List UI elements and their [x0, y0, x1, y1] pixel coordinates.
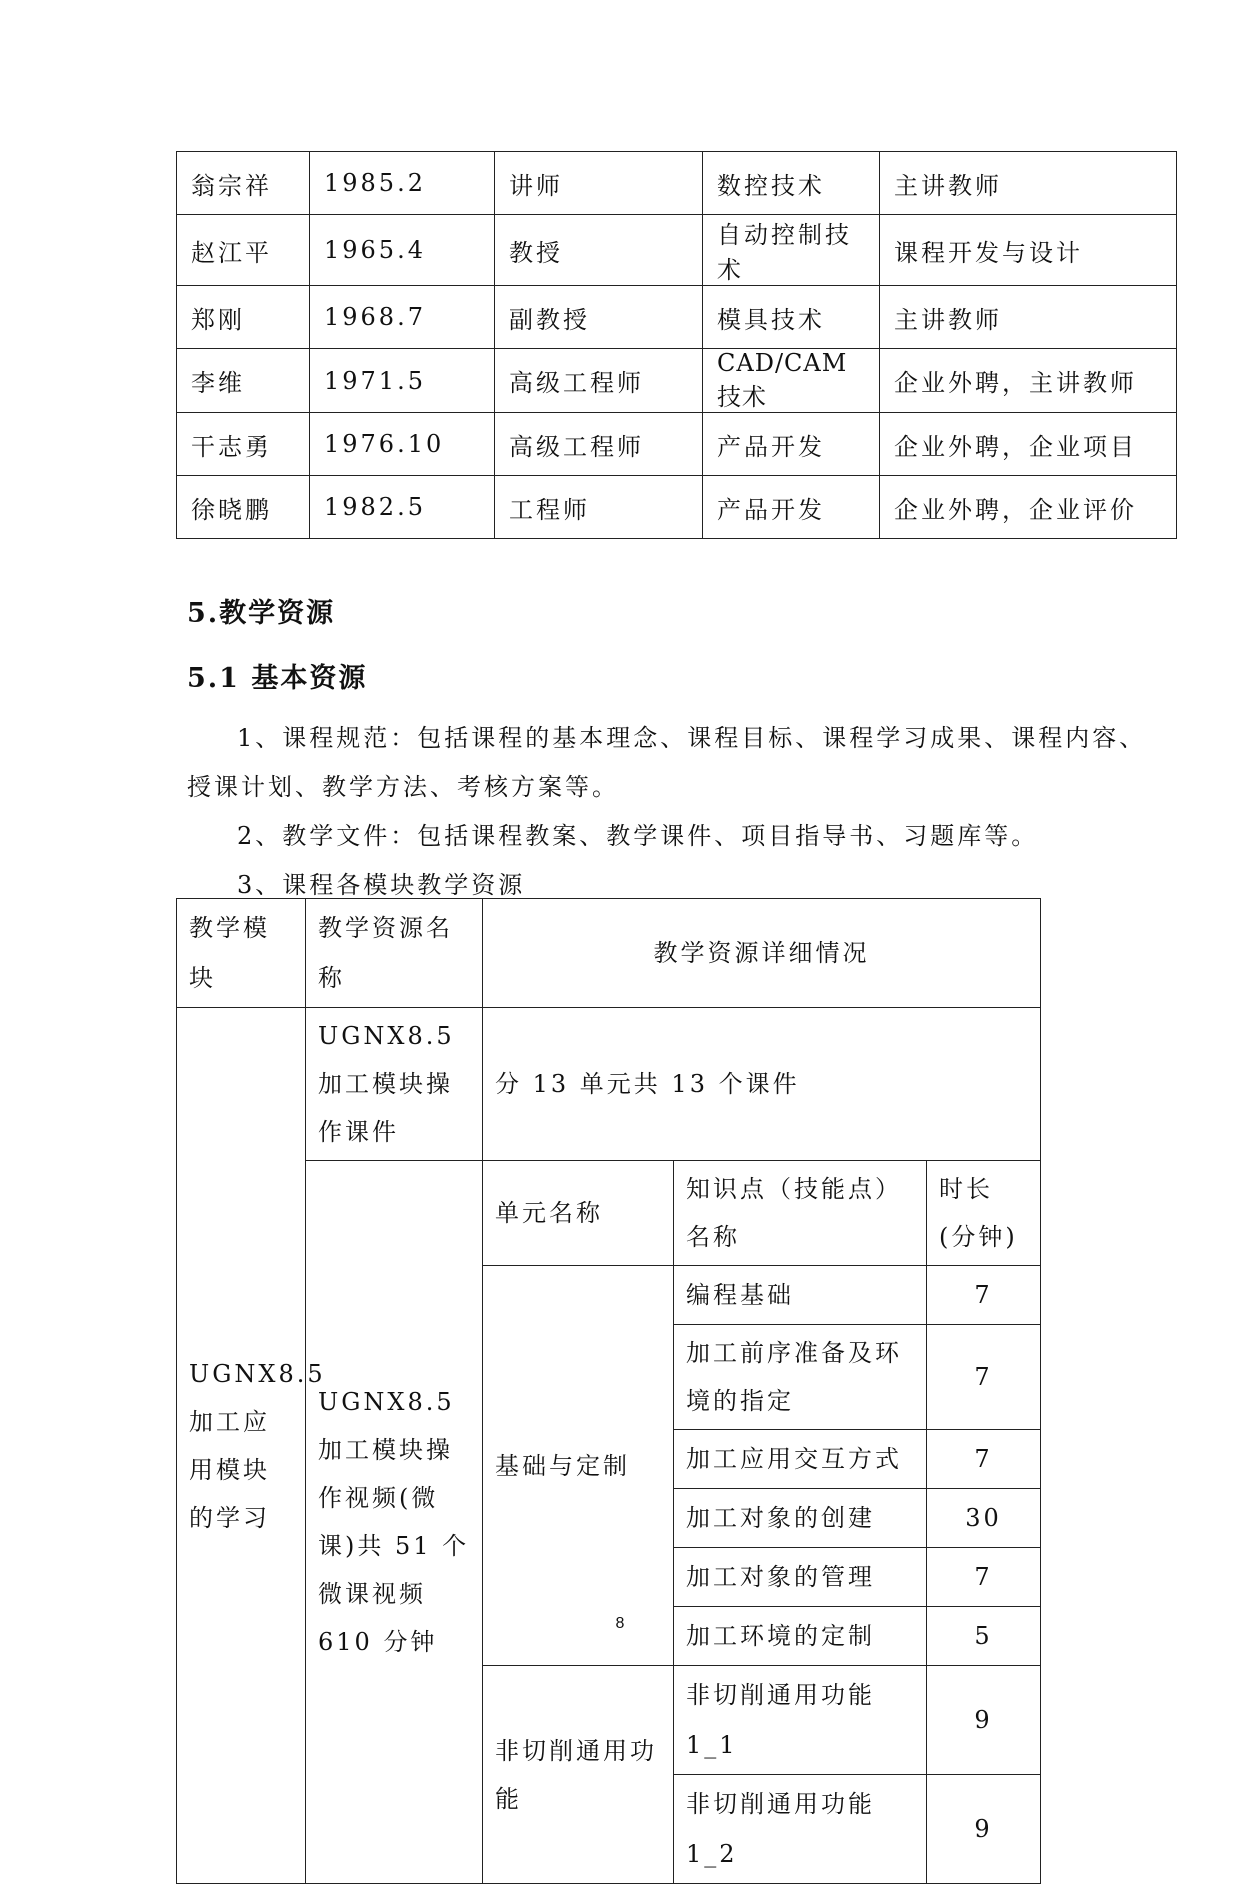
staff-title: 工程师: [495, 476, 703, 539]
header-module: 教学模块: [177, 899, 306, 1008]
knowledge-point: 加工对象的创建: [674, 1489, 927, 1548]
subsection-title: 5.1 基本资源: [187, 663, 368, 694]
table-row: [177, 349, 1177, 413]
staff-specialty: 产品开发: [703, 413, 880, 476]
paragraph-course-spec-cont: 授课计划、教学方法、考核方案等。: [187, 773, 619, 801]
knowledge-point: 加工前序准备及环境的指定: [674, 1325, 927, 1430]
col-duration: 时长(分钟): [927, 1161, 1041, 1266]
module-name: UGNX8.5 加工应用模块的学习: [177, 1008, 306, 1884]
knowledge-point: 加工环境的定制: [674, 1607, 927, 1666]
duration-minutes: 9: [927, 1666, 1041, 1775]
unit-name: 基础与定制: [483, 1266, 674, 1666]
staff-specialty: CAD/CAM 技术: [703, 349, 880, 413]
staff-birth: 1976.10: [310, 413, 495, 476]
duration-minutes: 5: [927, 1607, 1041, 1666]
header-resource-name: 教学资源名称: [306, 899, 483, 1008]
staff-specialty: 数控技术: [703, 152, 880, 215]
staff-table: [176, 151, 1177, 539]
staff-specialty: 自动控制技术: [703, 215, 880, 286]
col-unit-name: 单元名称: [483, 1161, 674, 1266]
header-resource-detail: 教学资源详细情况: [483, 899, 1041, 1008]
courseware-detail: 分 13 单元共 13 个课件: [483, 1008, 1041, 1161]
duration-minutes: 9: [927, 1775, 1041, 1884]
staff-role: 课程开发与设计: [880, 215, 1177, 286]
table-row: [177, 476, 1177, 539]
staff-title: 教授: [495, 215, 703, 286]
section-title: 5.教学资源: [187, 598, 336, 629]
staff-name: 李维: [177, 349, 310, 413]
courseware-name: UGNX8.5 加工模块操作课件: [306, 1008, 483, 1161]
staff-title: 讲师: [495, 152, 703, 215]
staff-role: 企业外聘，主讲教师: [880, 349, 1177, 413]
table-row: [177, 1161, 1041, 1266]
paragraph-module-resources: 3、课程各模块教学资源: [237, 871, 526, 899]
staff-title: 高级工程师: [495, 413, 703, 476]
staff-name: 翁宗祥: [177, 152, 310, 215]
duration-minutes: 7: [927, 1266, 1041, 1325]
resource-table: [176, 898, 1041, 1884]
paragraph-course-spec: 1、课程规范：包括课程的基本理念、课程目标、课程学习成果、课程内容、: [237, 724, 1147, 752]
duration-minutes: 7: [927, 1430, 1041, 1489]
table-row: [177, 286, 1177, 349]
video-resource-name: UGNX8.5 加工模块操作视频(微课)共 51 个微课视频 610 分钟: [306, 1161, 483, 1884]
unit-name: 非切削通用功能: [483, 1666, 674, 1884]
table-row: [177, 152, 1177, 215]
staff-name: 徐晓鹏: [177, 476, 310, 539]
page-number: 8: [615, 1615, 625, 1632]
duration-minutes: 7: [927, 1548, 1041, 1607]
staff-title: 高级工程师: [495, 349, 703, 413]
staff-name: 郑刚: [177, 286, 310, 349]
staff-role: 企业外聘，企业评价: [880, 476, 1177, 539]
staff-specialty: 产品开发: [703, 476, 880, 539]
table-row: [177, 413, 1177, 476]
knowledge-point: 加工应用交互方式: [674, 1430, 927, 1489]
staff-title: 副教授: [495, 286, 703, 349]
knowledge-point: 非切削通用功能 1_1: [674, 1666, 927, 1775]
staff-role: 企业外聘，企业项目: [880, 413, 1177, 476]
staff-role: 主讲教师: [880, 286, 1177, 349]
table-row: [177, 215, 1177, 286]
paragraph-teaching-docs: 2、教学文件：包括课程教案、教学课件、项目指导书、习题库等。: [237, 822, 1039, 850]
staff-birth: 1971.5: [310, 349, 495, 413]
staff-name: 干志勇: [177, 413, 310, 476]
staff-birth: 1982.5: [310, 476, 495, 539]
table-row: [177, 1008, 1041, 1161]
knowledge-point: 加工对象的管理: [674, 1548, 927, 1607]
duration-minutes: 30: [927, 1489, 1041, 1548]
knowledge-point: 非切削通用功能 1_2: [674, 1775, 927, 1884]
staff-name: 赵江平: [177, 215, 310, 286]
table-header-row: [177, 899, 1041, 1008]
staff-birth: 1965.4: [310, 215, 495, 286]
knowledge-point: 编程基础: [674, 1266, 927, 1325]
duration-minutes: 7: [927, 1325, 1041, 1430]
staff-birth: 1968.7: [310, 286, 495, 349]
staff-specialty: 模具技术: [703, 286, 880, 349]
staff-role: 主讲教师: [880, 152, 1177, 215]
col-knowledge-point: 知识点（技能点）名称: [674, 1161, 927, 1266]
staff-birth: 1985.2: [310, 152, 495, 215]
